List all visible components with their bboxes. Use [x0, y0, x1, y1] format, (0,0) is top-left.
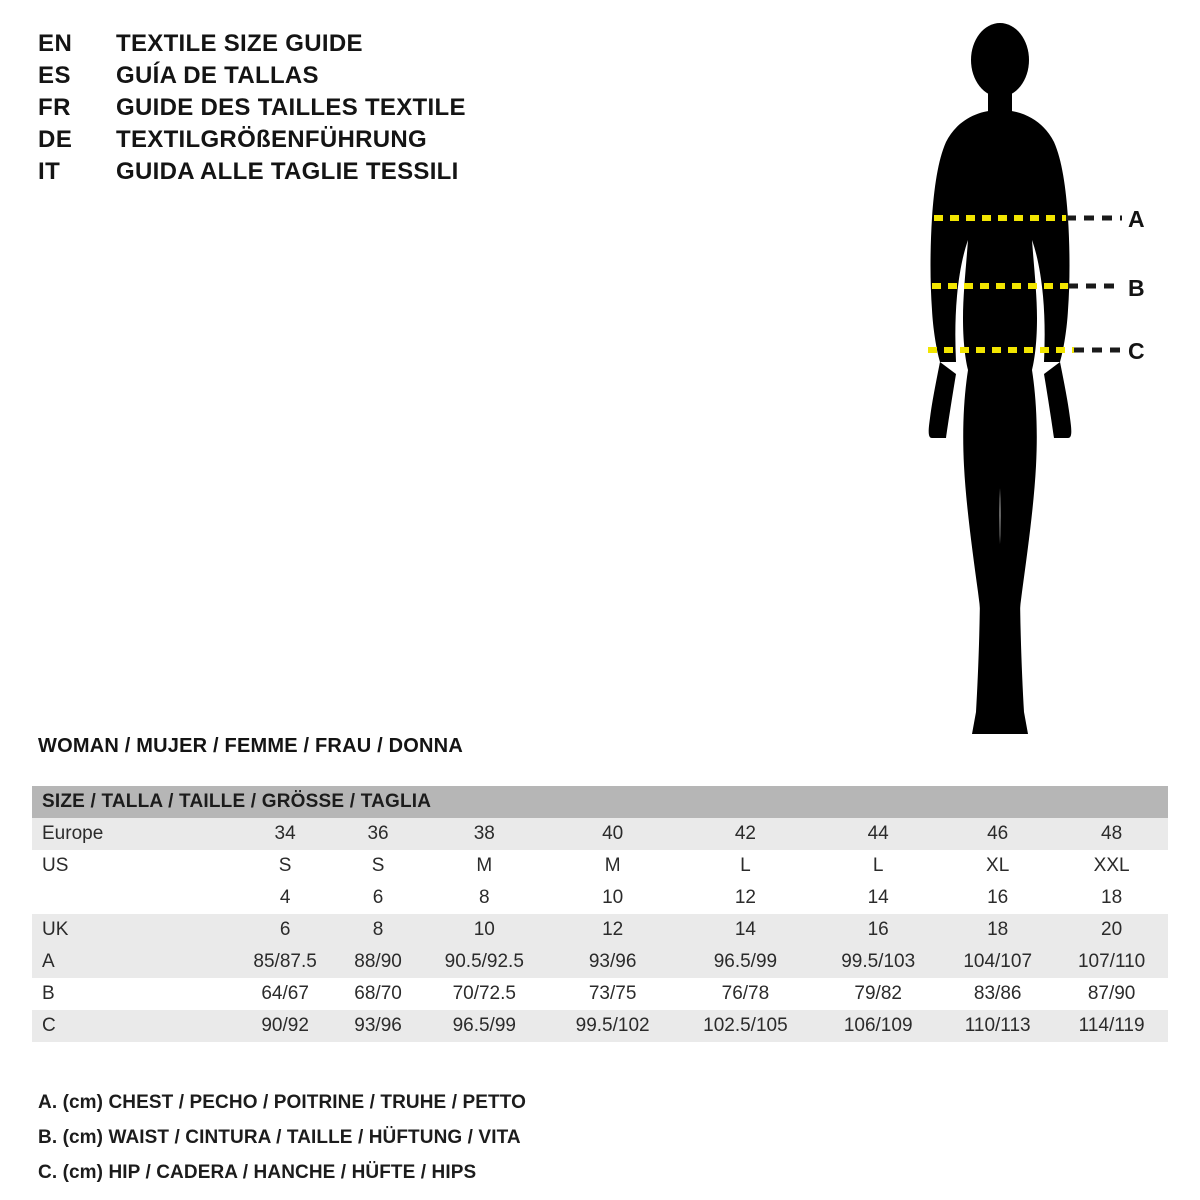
title-language-code: DE	[38, 126, 73, 153]
table-header-row	[32, 786, 1168, 818]
legend	[38, 1092, 938, 1197]
cell: 38	[418, 818, 551, 850]
cell: 96.5/99	[675, 946, 817, 978]
title-row	[38, 94, 598, 122]
cell: 10	[551, 882, 675, 914]
cell: 68/70	[338, 978, 418, 1010]
cell: 12	[551, 914, 675, 946]
row-label: B	[32, 978, 232, 1010]
cell: 48	[1055, 818, 1168, 850]
cell: 102.5/105	[675, 1010, 817, 1042]
row-label: US	[32, 850, 232, 882]
cell: 90/92	[232, 1010, 338, 1042]
cell: 16	[940, 882, 1055, 914]
cell: 107/110	[1055, 946, 1168, 978]
cell: 40	[551, 818, 675, 850]
title-row	[38, 62, 598, 90]
cell: 104/107	[940, 946, 1055, 978]
cell: 12	[675, 882, 817, 914]
cell: 34	[232, 818, 338, 850]
marker-label-b: B	[1128, 275, 1145, 301]
cell: 6	[232, 914, 338, 946]
cell: L	[816, 850, 940, 882]
cell: 44	[816, 818, 940, 850]
title-language-code: FR	[38, 94, 71, 121]
section-title: WOMAN / MUJER / FEMME / FRAU / DONNA	[38, 735, 463, 757]
cell: 16	[816, 914, 940, 946]
cell: 96.5/99	[418, 1010, 551, 1042]
cell: 110/113	[940, 1010, 1055, 1042]
table-row	[32, 946, 1168, 978]
cell: 14	[816, 882, 940, 914]
cell: 99.5/103	[816, 946, 940, 978]
title-text: GUIDE DES TAILLES TEXTILE	[116, 94, 466, 121]
marker-label-a: A	[1128, 206, 1145, 232]
cell: 93/96	[338, 1010, 418, 1042]
cell: 4	[232, 882, 338, 914]
row-label	[32, 882, 232, 914]
legend-line-c: C. (cm) HIP / CADERA / HANCHE / HÜFTE / HIPS	[38, 1162, 477, 1183]
cell: M	[418, 850, 551, 882]
cell: 70/72.5	[418, 978, 551, 1010]
cell: S	[232, 850, 338, 882]
title-row	[38, 158, 598, 186]
title-language-code: IT	[38, 158, 61, 185]
cell: 8	[418, 882, 551, 914]
body-figure	[860, 18, 1190, 748]
cell: 76/78	[675, 978, 817, 1010]
cell: 114/119	[1055, 1010, 1168, 1042]
cell: 64/67	[232, 978, 338, 1010]
title-text: TEXTILE SIZE GUIDE	[116, 30, 363, 57]
legend-line-b: B. (cm) WAIST / CINTURA / TAILLE / HÜFTUNG / VITA	[38, 1127, 521, 1148]
cell: XL	[940, 850, 1055, 882]
row-label: C	[32, 1010, 232, 1042]
cell: 85/87.5	[232, 946, 338, 978]
table-row	[32, 850, 1168, 882]
title-language-code: ES	[38, 62, 72, 89]
row-label: Europe	[32, 818, 232, 850]
cell: 46	[940, 818, 1055, 850]
cell: 88/90	[338, 946, 418, 978]
row-label: UK	[32, 914, 232, 946]
cell: 20	[1055, 914, 1168, 946]
title-text: GUIDA ALLE TAGLIE TESSILI	[116, 158, 459, 185]
row-label: A	[32, 946, 232, 978]
marker-label-c: C	[1128, 338, 1145, 364]
cell: 73/75	[551, 978, 675, 1010]
cell: 36	[338, 818, 418, 850]
cell: 42	[675, 818, 817, 850]
cell: M	[551, 850, 675, 882]
title-block	[38, 30, 598, 190]
title-text: TEXTILGRÖßENFÜHRUNG	[116, 126, 428, 153]
size-table	[32, 786, 1168, 1042]
table-row	[32, 882, 1168, 914]
title-language-code: EN	[38, 30, 73, 57]
cell: 106/109	[816, 1010, 940, 1042]
table-row	[32, 978, 1168, 1010]
female-silhouette-icon	[860, 18, 1190, 748]
cell: S	[338, 850, 418, 882]
cell: 83/86	[940, 978, 1055, 1010]
cell: 8	[338, 914, 418, 946]
table-row	[32, 818, 1168, 850]
cell: 99.5/102	[551, 1010, 675, 1042]
cell: 14	[675, 914, 817, 946]
cell: 18	[940, 914, 1055, 946]
cell: 90.5/92.5	[418, 946, 551, 978]
cell: 6	[338, 882, 418, 914]
title-row	[38, 126, 598, 154]
cell: 87/90	[1055, 978, 1168, 1010]
cell: 10	[418, 914, 551, 946]
cell: L	[675, 850, 817, 882]
legend-line-a: A. (cm) CHEST / PECHO / POITRINE / TRUHE / PETTO	[38, 1092, 526, 1113]
table-header-label: SIZE / TALLA / TAILLE / GRÖSSE / TAGLIA	[32, 786, 1168, 818]
table-row	[32, 1010, 1168, 1042]
title-text: GUÍA DE TALLAS	[116, 62, 319, 89]
cell: XXL	[1055, 850, 1168, 882]
cell: 93/96	[551, 946, 675, 978]
cell: 18	[1055, 882, 1168, 914]
title-row	[38, 30, 598, 58]
cell: 79/82	[816, 978, 940, 1010]
table-row	[32, 914, 1168, 946]
